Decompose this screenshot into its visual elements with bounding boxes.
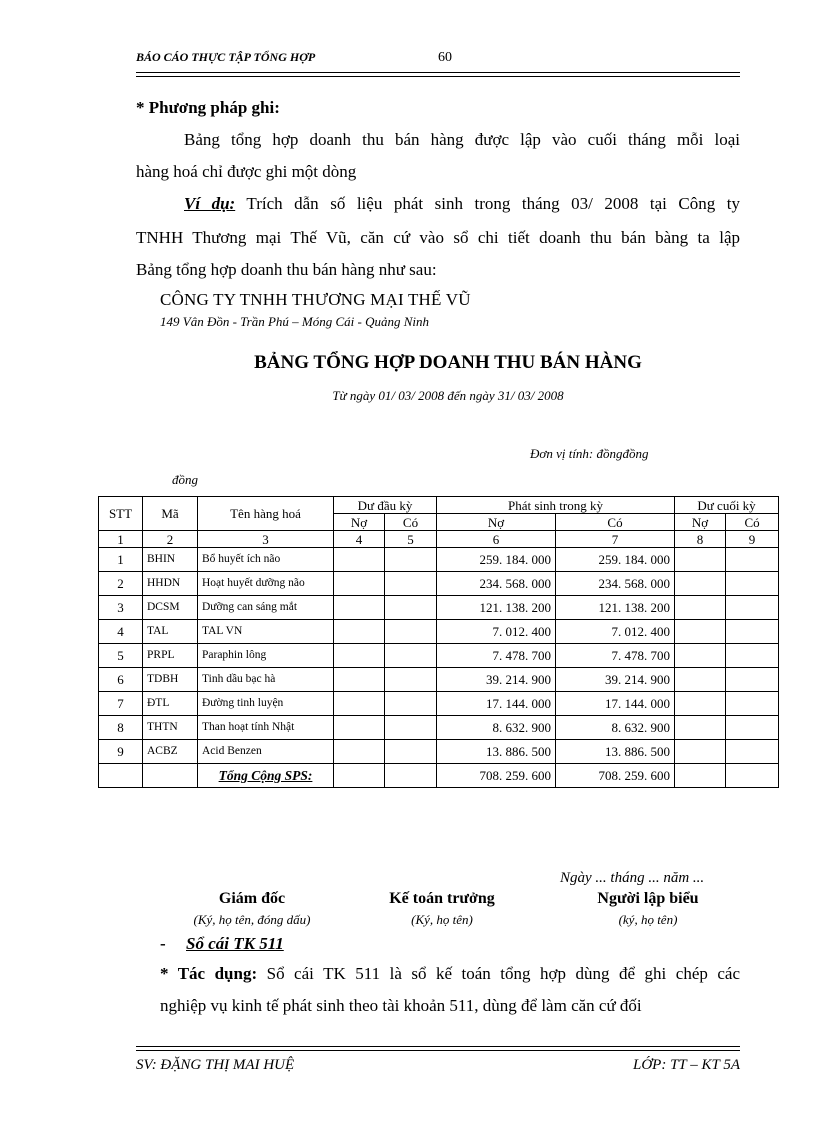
total-empty [675,764,726,788]
row-closing-debit [675,668,726,692]
row-product-name: Tinh dầu bạc hà [198,668,334,692]
method-heading: * Phương pháp ghi: [136,98,280,117]
row-debit: 17. 144. 000 [437,692,556,716]
total-credit: 708. 259. 600 [556,764,675,788]
header-ps-no: Nợ [437,514,556,531]
row-opening-credit [385,548,437,572]
row-product-name: Acid Benzen [198,740,334,764]
row-credit: 8. 632. 900 [556,716,675,740]
effect-line-1 [160,964,740,984]
row-opening-credit [385,716,437,740]
row-credit: 39. 214. 900 [556,668,675,692]
header-rule [136,72,740,73]
header-du-cuoi: Dư cuối kỳ [675,497,779,514]
row-closing-debit [675,596,726,620]
col-number: 8 [675,531,726,548]
row-stt: 2 [99,572,143,596]
row-opening-credit [385,572,437,596]
header-ps-co: Có [556,514,675,531]
table-row [99,572,779,596]
row-closing-debit [675,716,726,740]
row-closing-credit [726,596,779,620]
signature-date: Ngày ... tháng ... năm ... [560,870,705,886]
row-closing-debit [675,572,726,596]
row-opening-credit [385,620,437,644]
col-number: 7 [556,531,675,548]
row-closing-credit [726,572,779,596]
row-stt: 3 [99,596,143,620]
company-name: CÔNG TY TNHH THƯƠNG MẠI THẾ VŨ [160,290,471,309]
row-product-name: Bổ huyết ích não [198,548,334,572]
example-line-3: Bảng tổng hợp doanh thu bán hàng như sau: [136,260,437,279]
effect-text: Sổ cái TK 511 là sổ kế toán tổng hợp dùng để ghi chép các [257,964,740,983]
total-empty [99,764,143,788]
row-stt: 5 [99,644,143,668]
row-stt: 7 [99,692,143,716]
table-row [99,668,779,692]
total-empty [143,764,198,788]
company-address: 149 Vân Đồn - Trần Phú – Móng Cái - Quảng Ninh [160,314,430,329]
row-opening-debit [334,548,385,572]
row-closing-credit [726,692,779,716]
total-label: Tổng Cộng SPS: [198,764,334,788]
table-row [99,740,779,764]
row-debit: 13. 886. 500 [437,740,556,764]
director-title: Giám đốc [218,890,286,907]
row-stt: 8 [99,716,143,740]
example-label: Ví dụ: [184,194,236,213]
total-row [99,764,779,788]
table-row [99,596,779,620]
row-credit: 7. 478. 700 [556,644,675,668]
row-opening-credit [385,740,437,764]
total-empty [334,764,385,788]
row-opening-debit [334,620,385,644]
footer-class: LỚP: TT – KT 5A [633,1057,740,1073]
accountant-title: Kế toán trưởng [389,890,495,907]
row-closing-credit [726,740,779,764]
row-debit: 7. 478. 700 [437,644,556,668]
row-product-name: Dưỡng can sáng mắt [198,596,334,620]
header-stt: STT [99,497,143,531]
row-code: DCSM [143,596,198,620]
row-code: PRPL [143,644,198,668]
row-debit: 8. 632. 900 [437,716,556,740]
total-empty [726,764,779,788]
table-row [99,620,779,644]
example-line-1 [184,194,740,214]
accountant-note: (Ký, họ tên) [411,912,473,927]
row-opening-credit [385,596,437,620]
row-closing-credit [726,668,779,692]
row-stt: 6 [99,668,143,692]
table-row [99,644,779,668]
row-product-name: TAL VN [198,620,334,644]
table-row [99,716,779,740]
col-number: 1 [99,531,143,548]
row-closing-debit [675,620,726,644]
table-title: BẢNG TỔNG HỢP DOANH THU BÁN HÀNG [254,352,642,373]
row-opening-debit [334,716,385,740]
header-du-dau: Dư đầu kỳ [334,497,437,514]
header-title: BÁO CÁO THỰC TẬP TỔNG HỢP [136,50,316,64]
row-closing-credit [726,548,779,572]
table-row [99,692,779,716]
row-opening-debit [334,692,385,716]
row-credit: 234. 568. 000 [556,572,675,596]
row-closing-credit [726,716,779,740]
row-code: HHDN [143,572,198,596]
col-number: 2 [143,531,198,548]
header-rule-double [136,76,740,77]
row-product-name: Hoạt huyết dưỡng não [198,572,334,596]
row-opening-credit [385,644,437,668]
table-row [99,548,779,572]
unit-label-wrap: đồng [172,472,198,487]
row-credit: 7. 012. 400 [556,620,675,644]
row-closing-debit [675,740,726,764]
ledger-heading: Sổ cái TK 511 [186,934,284,953]
row-opening-credit [385,668,437,692]
page-number: 60 [438,50,452,65]
header-ma: Mã [143,497,198,531]
row-code: ĐTL [143,692,198,716]
row-code: BHIN [143,548,198,572]
total-empty [385,764,437,788]
row-stt: 4 [99,620,143,644]
header-du-dau-no: Nợ [334,514,385,531]
row-closing-debit [675,644,726,668]
row-credit: 17. 144. 000 [556,692,675,716]
unit-label: Đơn vị tính: đồngđồng [530,446,649,461]
header-du-cuoi-no: Nợ [675,514,726,531]
header-du-cuoi-co: Có [726,514,779,531]
footer-rule [136,1046,740,1047]
row-opening-credit [385,692,437,716]
example-text: Trích dẫn số liệu phát sinh trong tháng 03/ 2008 tại Công ty [235,194,740,213]
row-debit: 121. 138. 200 [437,596,556,620]
row-opening-debit [334,644,385,668]
row-opening-debit [334,572,385,596]
col-number: 4 [334,531,385,548]
row-debit: 39. 214. 900 [437,668,556,692]
row-debit: 7. 012. 400 [437,620,556,644]
row-closing-debit [675,692,726,716]
example-line-2: TNHH Thương mại Thế Vũ, căn cứ vào sổ chi tiết doanh thu bán bàng ta lập [136,228,740,247]
row-credit: 259. 184. 000 [556,548,675,572]
preparer-title: Người lập biểu [597,890,699,907]
col-number: 3 [198,531,334,548]
row-product-name: Than hoạt tính Nhật [198,716,334,740]
row-debit: 259. 184. 000 [437,548,556,572]
effect-label: * Tác dụng: [160,964,258,983]
header-phat-sinh: Phát sinh trong kỳ [437,497,675,514]
ledger-bullet: - [160,934,166,953]
table-subtitle: Từ ngày 01/ 03/ 2008 đến ngày 31/ 03/ 2008 [332,388,564,403]
row-closing-debit [675,548,726,572]
row-credit: 13. 886. 500 [556,740,675,764]
row-stt: 9 [99,740,143,764]
row-stt: 1 [99,548,143,572]
preparer-note: (ký, họ tên) [618,912,678,927]
header-ten: Tên hàng hoá [198,497,334,531]
row-opening-debit [334,668,385,692]
effect-line-2: nghiệp vụ kinh tế phát sinh theo tài khoản 511, dùng để làm căn cứ đối [160,996,642,1015]
row-opening-debit [334,596,385,620]
row-debit: 234. 568. 000 [437,572,556,596]
row-code: ACBZ [143,740,198,764]
footer-student: SV: ĐẶNG THỊ MAI HUỆ [136,1057,295,1073]
col-number: 6 [437,531,556,548]
header-du-dau-co: Có [385,514,437,531]
row-code: TAL [143,620,198,644]
sales-summary-table [98,496,779,788]
row-credit: 121. 138. 200 [556,596,675,620]
row-closing-credit [726,644,779,668]
row-product-name: Đường tinh luyện [198,692,334,716]
director-note: (Ký, họ tên, đóng dấu) [193,912,311,927]
total-debit: 708. 259. 600 [437,764,556,788]
row-product-name: Paraphin lông [198,644,334,668]
row-code: TDBH [143,668,198,692]
row-code: THTN [143,716,198,740]
footer-rule-double [136,1050,740,1051]
method-line-1: Bảng tổng hợp doanh thu bán hàng được lập vào cuối tháng mỗi loại [184,130,740,149]
col-number: 5 [385,531,437,548]
row-closing-credit [726,620,779,644]
col-number: 9 [726,531,779,548]
row-opening-debit [334,740,385,764]
method-line-2: hàng hoá chỉ được ghi một dòng [136,162,357,181]
